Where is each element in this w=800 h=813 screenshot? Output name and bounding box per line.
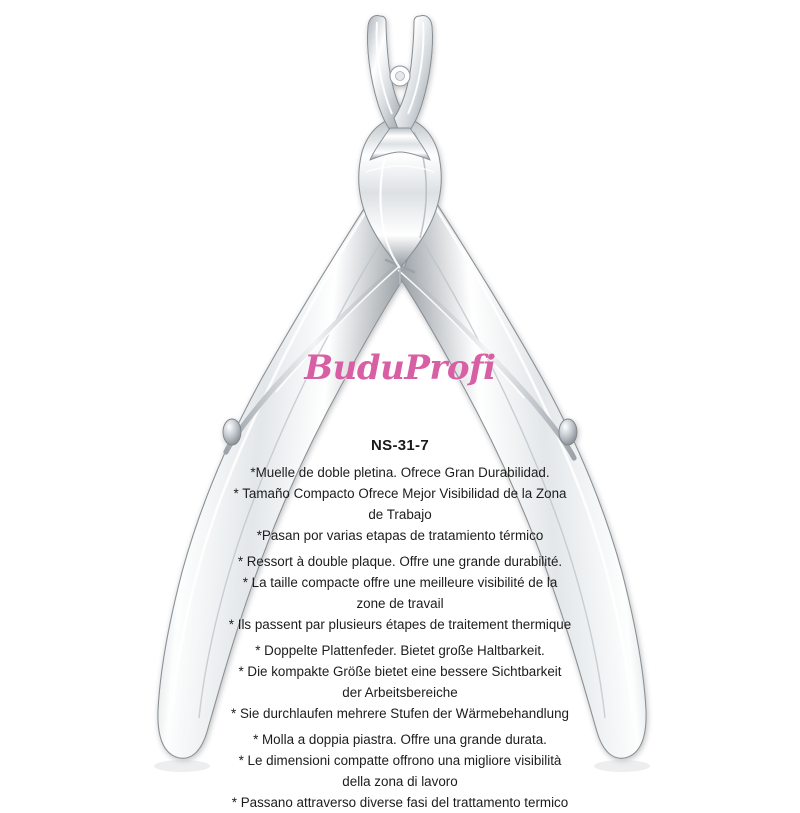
spec-line: de Trabajo [368,507,432,522]
spec-line: *Muelle de doble pletina. Ofrece Gran Durabilidad. [250,465,550,480]
spec-line: * La taille compacte offre une meilleure visibilité de la [242,575,558,590]
spec-block-german [150,640,650,724]
spec-block-french [150,551,650,635]
spec-line: della zona di lavoro [342,774,458,789]
spec-line: * Doppelte Plattenfeder. Bietet große Haltbarkeit. [255,643,545,658]
spec-line: * Tamaño Compacto Ofrece Mejor Visibilidad de la Zona [233,486,567,501]
spec-line: * Molla a doppia piastra. Offre una grande durata. [253,732,547,747]
spec-line: * Le dimensioni compatte offrono una migliore visibilità [238,753,562,768]
spec-line: * Die kompakte Größe bietet eine bessere Sichtbarkeit [238,664,562,679]
spec-line: * Ressort à double plaque. Offre une grande durabilité. [237,554,563,569]
spec-line: *Pasan por varias etapas de tratamiento térmico [256,528,544,543]
brand-logo: BuduProfi [304,348,496,388]
spec-line: * Passano attraverso diverse fasi del trattamento termico [231,795,569,810]
spec-line: * Sie durchlaufen mehrere Stufen der Wärmebehandlung [231,706,569,721]
spec-line: zone de travail [356,596,444,611]
spec-line: * Ils passent par plusieurs étapes de traitement thermique [228,617,572,632]
spec-block-italian [150,729,650,813]
spec-block-spanish [150,462,650,546]
spec-line: der Arbeitsbereiche [342,685,458,700]
model-code: NS-31-7 [371,437,429,454]
